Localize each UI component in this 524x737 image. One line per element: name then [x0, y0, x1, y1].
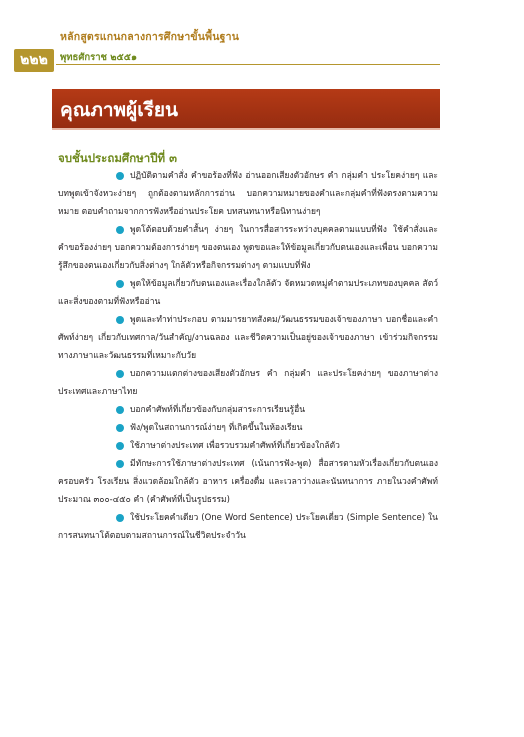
list-item [58, 509, 438, 545]
list-item-text: ใช้ภาษาต่างประเทศ เพื่อรวบรวมคำศัพท์ที่เกี่ยวข้องใกล้ตัว [130, 441, 340, 451]
level-heading: จบชั้นประถมศึกษาปีที่ ๓ [58, 151, 177, 165]
section-banner [52, 89, 440, 130]
banner-title: คุณภาพผู้เรียน [60, 99, 179, 121]
list-item-text: บอกคำศัพท์ที่เกี่ยวข้องกับกลุ่มสาระการเรียนรู้อื่น [130, 405, 306, 415]
list-item-text: มีทักษะการใช้ภาษาต่างประเทศ (เน้นการฟัง-พูด) สื่อสารตามหัวเรื่องเกี่ยวกับตนเอง ครอบครัว โรงเรียน สิ่งแวดล้อมใกล้ตัว อาหาร เครื่องดื่ม และเวลาว่างและนันทนาการ ภายในวงคำศัพท์ประมาณ ๓๐๐-๔๕๐ คำ (คำศัพท์ที่เป็นรูปธรรม) [58, 459, 438, 505]
list-item-text: พูดให้ข้อมูลเกี่ยวกับตนเองและเรื่องใกล้ตัว จัดหมวดหมู่คำตามประเภทของบุคคล สัตว์ และสิ่งของตามที่ฟังหรืออ่าน [58, 279, 438, 307]
header-divider [56, 64, 440, 65]
list-item [58, 365, 438, 401]
list-item-text: ใช้ประโยคคำเดียว (One Word Sentence) ประโยคเดี่ยว (Simple Sentence) ในการสนทนาโต้ตอบตามสถานการณ์ในชีวิตประจำวัน [58, 513, 438, 541]
list-item-text: พูดโต้ตอบด้วยคำสั้นๆ ง่ายๆ ในการสื่อสารระหว่างบุคคลตามแบบที่ฟัง ใช้คำสั่งและคำขอร้องง่ายๆ บอกความต้องการง่ายๆ ของตนเอง พูดขอและให้ข้อมูลเกี่ยวกับตนเองและเพื่อน บอกความรู้สึกของตนเองเกี่ยวกับสิ่งต่างๆ ใกล้ตัวหรือกิจกรรมต่างๆ ตามแบบที่ฟัง [58, 225, 438, 271]
bullet-dot-icon [116, 172, 124, 180]
bullet-dot-icon [116, 514, 124, 522]
bullet-dot-icon [116, 406, 124, 414]
list-item [58, 275, 438, 311]
header-title: หลักสูตรแกนกลางการศึกษาขั้นพื้นฐาน [60, 31, 240, 43]
list-item [58, 311, 438, 365]
quality-list [58, 167, 438, 545]
list-item-text: พูดและทำท่าประกอบ ตามมารยาทสังคม/วัฒนธรรมของเจ้าของภาษา บอกชื่อและคำศัพท์ง่ายๆ เกี่ยวกับเทศกาล/วันสำคัญ/งานฉลอง และชีวิตความเป็นอยู่ของเจ้าของภาษา เข้าร่วมกิจกรรมทางภาษาและวัฒนธรรมที่เหมาะกับวัย [58, 315, 438, 361]
list-item [58, 437, 438, 455]
list-item [58, 455, 438, 509]
bullet-dot-icon [116, 226, 124, 234]
list-item-text: ปฏิบัติตามคำสั่ง คำขอร้องที่ฟัง อ่านออกเสียงตัวอักษร คำ กลุ่มคำ ประโยคง่ายๆ และบทพูดเข้าจังหวะง่ายๆ ถูกต้องตามหลักการอ่าน บอกความหมายของคำและกลุ่มคำที่ฟังตรงตามความหมาย ตอบคำถามจากการฟังหรืออ่านประโยค บทสนทนาหรือนิทานง่ายๆ [58, 171, 438, 217]
header-subtitle: พุทธศักราช ๒๕๕๑ [60, 52, 137, 63]
list-item [58, 419, 438, 437]
list-item-text: บอกความแตกต่างของเสียงตัวอักษร คำ กลุ่มคำ และประโยคง่ายๆ ของภาษาต่างประเทศและภาษาไทย [58, 369, 438, 397]
bullet-dot-icon [116, 424, 124, 432]
bullet-dot-icon [116, 442, 124, 450]
list-item-text: ฟัง/พูดในสถานการณ์ง่ายๆ ที่เกิดขึ้นในห้องเรียน [130, 423, 303, 433]
list-item [58, 221, 438, 275]
bullet-dot-icon [116, 460, 124, 468]
bullet-dot-icon [116, 316, 124, 324]
bullet-dot-icon [116, 280, 124, 288]
page-number: ๒๒๒ [14, 49, 54, 72]
list-item [58, 401, 438, 419]
bullet-dot-icon [116, 370, 124, 378]
list-item [58, 167, 438, 221]
